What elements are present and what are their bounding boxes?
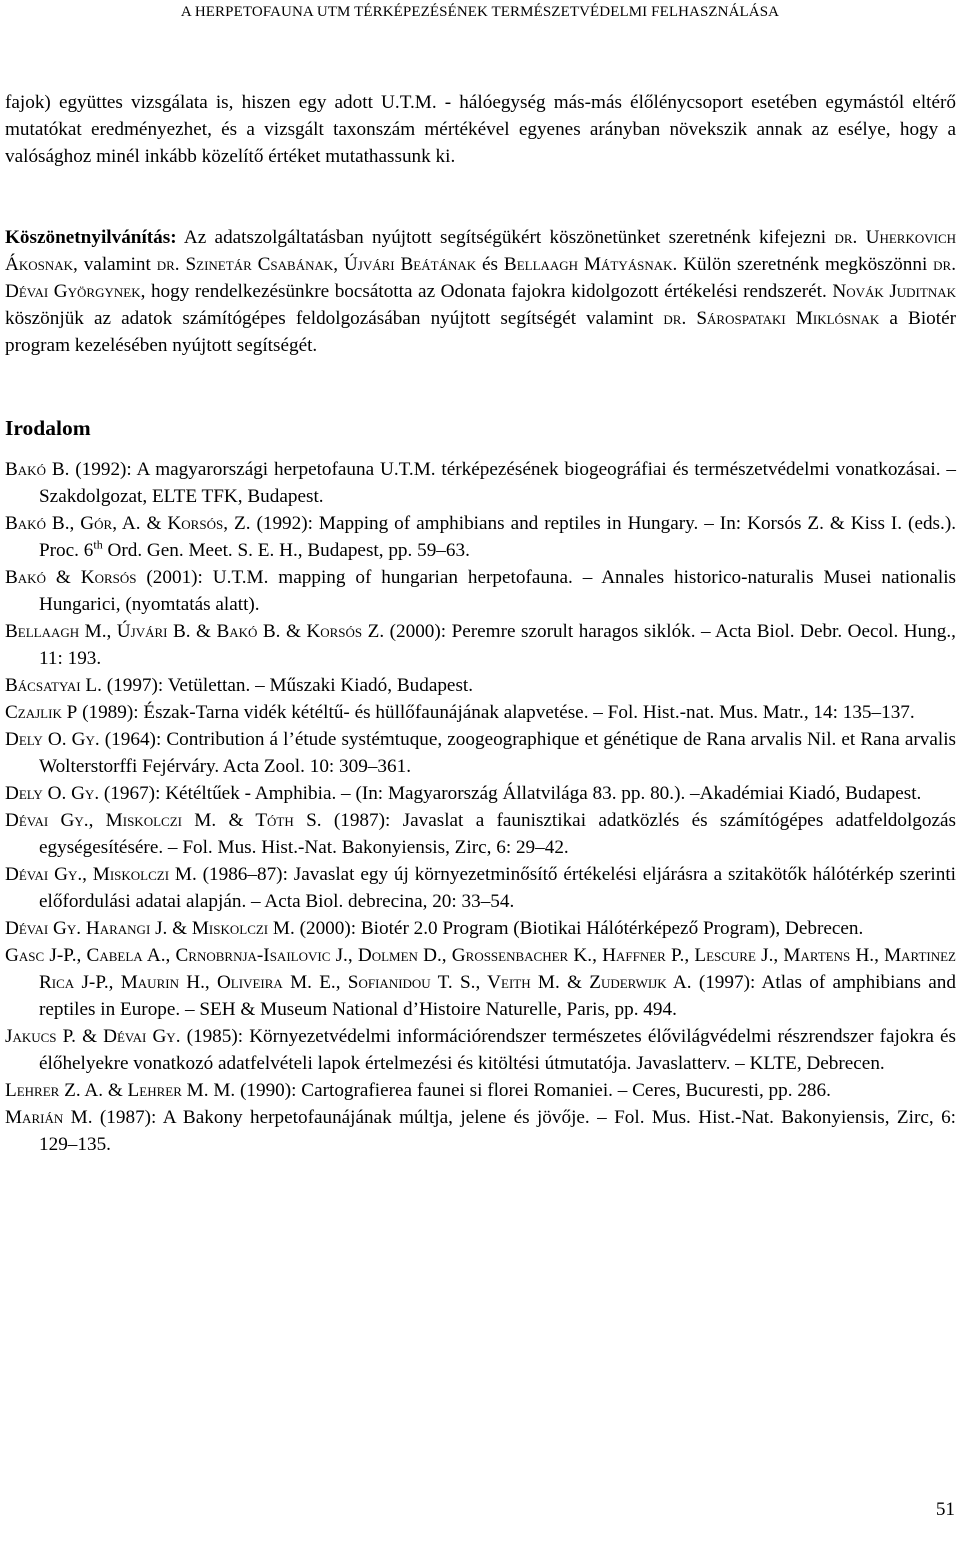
reference-text: (1985): Környezetvédelmi információrendszer természetes élővilágvédelmi részrendszer fajokra és élőhelyekre vonatkozó adatfelvételi lapok értelmezési és kitöltési útmutatója. Javaslatterv. – KLTE, Debrecen. <box>39 1026 956 1074</box>
reference-authors: Dely O. Gy. <box>5 783 100 804</box>
reference-authors: Bakó B., Gór, A. & Korsós, Z. <box>5 513 251 534</box>
reference-text: (1967): Kétéltűek - Amphibia. – (In: Magyarország Állatvilága 83. pp. 80.). –Akadémiai Kiadó, Budapest. <box>99 783 922 804</box>
reference-item <box>5 1104 956 1158</box>
reference-item <box>5 672 956 699</box>
ack-name: dr. Sárospataki Miklósnak <box>663 308 880 329</box>
section-heading: Irodalom <box>5 416 91 440</box>
reference-item <box>5 1023 956 1077</box>
reference-authors: Bakó & Korsós <box>5 567 137 588</box>
running-head: A HERPETOFAUNA UTM TÉRKÉPEZÉSÉNEK TERMÉSZETVÉDELMI FELHASZNÁLÁSA <box>180 4 780 20</box>
reference-text: (1987): A Bakony herpetofaunájának múltja, jelene és jövője. – Fol. Mus. Hist.-Nat. Bakonyiensis, Zirc, 6: 129–135. <box>39 1107 956 1155</box>
reference-authors: Jakucs P. & Dévai Gy. <box>5 1026 181 1047</box>
reference-authors: Bakó B. <box>5 459 70 480</box>
reference-text: (2001): U.T.M. mapping of hungarian herpetofauna. – Annales historico-naturalis Musei nationalis Hungarici, (nyomtatás alatt). <box>39 567 956 615</box>
reference-list <box>5 456 956 1158</box>
page-body <box>5 89 956 1158</box>
reference-text: (1964): Contribution á l’étude systémtuque, zoogeographique et génétique de Rana arvalis Nil. et Rana arvalis Wolterstorffi Fejérváry. Acta Zool. 10: 309–361. <box>39 729 957 777</box>
acknowledgements-paragraph <box>5 224 956 359</box>
reference-superscript: th <box>93 537 103 552</box>
reference-authors: Lehrer Z. A. & Lehrer M. M. <box>5 1080 236 1101</box>
reference-authors: Bácsatyai L. <box>5 675 102 696</box>
ack-name: dr. Dévai Györgynek <box>5 254 957 302</box>
reference-authors: Bellaagh M., Újvári B. & Bakó B. & Korsós Z. <box>5 621 385 642</box>
ack-text: a Biotér program kezelésében nyújtott segítségét. <box>5 308 956 356</box>
reference-item <box>5 564 956 618</box>
reference-text: (1990): Cartografierea faunei si florei Romaniei. – Ceres, Bucuresti, pp. 286. <box>235 1080 831 1101</box>
reference-authors: Dévai Gy., Miskolczi M. & Tóth S. <box>5 810 322 831</box>
reference-text: (2000): Peremre szorult haragos siklók. – Acta Biol. Debr. Oecol. Hung., 11: 193. <box>39 621 956 669</box>
reference-item <box>5 618 956 672</box>
ack-text: , hogy rendelkezésünkre bocsátotta az Odonata fajokra kidolgozott értékelési rendszerét. <box>140 281 833 302</box>
reference-text: (1987): Javaslat a faunisztikai adatközlés és számítógépes adatfeldolgozás egységesítésére. – Fol. Mus. Hist.-Nat. Bakonyiensis, Zirc, 6: 29–42. <box>39 810 956 858</box>
reference-authors: Dévai Gy., Miskolczi M. <box>5 864 197 885</box>
ack-name: dr. Uherkovich Ákosnak <box>5 227 956 275</box>
reference-item <box>5 942 956 1023</box>
ack-text: , valamint <box>73 254 157 275</box>
ack-name: Novák Juditnak <box>832 281 956 302</box>
reference-authors: Dévai Gy. Harangi J. & Miskolczi M. <box>5 918 295 939</box>
reference-text: Ord. Gen. Meet. S. E. H., Budapest, pp. 59–63. <box>102 540 470 561</box>
reference-text: (1992): A magyarországi herpetofauna U.T.M. térképezésének biogeográfiai és természetvédelmi vonatkozásai. – Szakdolgozat, ELTE TFK, Budapest. <box>39 459 957 507</box>
reference-authors: Gasc J-P., Cabela A., Crnobrnja-Isailovic J., Dolmen D., Grossenbacher K., Haffner P., Lescure J., Martens H., Martinez Rica J-P., Maurin H., Oliveira M. E., Sofianidou T. S., Veith M. & Zuderwijk A. <box>5 945 956 993</box>
ack-name: dr. Szinetár Csabának, Újvári Beátának <box>156 254 477 275</box>
reference-item <box>5 510 956 564</box>
reference-item <box>5 456 956 510</box>
reference-text: (2000): Biotér 2.0 Program (Biotikai Hálótérképező Program), Debrecen. <box>294 918 864 939</box>
ack-text: Az adatszolgáltatásban nyújtott segítségükért köszönetünket szeretnénk kifejezni <box>176 227 835 248</box>
reference-authors: Dely O. Gy. <box>5 729 100 750</box>
page-number: 51 <box>935 1499 955 1520</box>
reference-text: (1989): Észak-Tarna vidék kétéltű- és hüllőfaunájának alapvetése. – Fol. Hist.-nat. Mus. Matr., 14: 135–137. <box>77 702 915 723</box>
ack-text: és <box>476 254 504 275</box>
reference-item <box>5 861 956 915</box>
intro-paragraph: fajok) együttes vizsgálata is, hiszen egy adott U.T.M. - hálóegység más-más élőlénycsoport esetében egymástól eltérő mutatókat eredményezhet, és a vizsgált taxonszám mértékével egyenes arányban növekszik annak az esélye, hogy a valósághoz minél inkább közelítő értéket mutathassunk ki. <box>5 92 956 167</box>
ack-text: . Külön szeretnénk megköszönni <box>672 254 934 275</box>
reference-item <box>5 726 956 780</box>
reference-text: (1997): Vetülettan. – Műszaki Kiadó, Budapest. <box>101 675 474 696</box>
reference-item <box>5 915 956 942</box>
reference-item <box>5 780 956 807</box>
reference-item <box>5 699 956 726</box>
reference-text: (1986–87): Javaslat egy új környezetminősítő értékelési eljárásra a szitakötők hálótérkép szerinti előfordulási adatai alapján. – Acta Biol. debrecina, 20: 33–54. <box>39 864 956 912</box>
reference-item <box>5 807 956 861</box>
reference-item <box>5 1077 956 1104</box>
acknowledgements-label: Köszönetnyilvánítás: <box>5 227 177 248</box>
ack-text: köszönjük az adatok számítógépes feldolgozásában nyújtott segítségét valamint <box>5 308 664 329</box>
reference-authors: Czajlik P <box>5 702 78 723</box>
ack-name: Bellaagh Mátyásnak <box>503 254 673 275</box>
reference-authors: Marián M. <box>5 1107 93 1128</box>
reference-text: (1992): Mapping of amphibians and reptiles in Hungary. – In: Korsós Z. & Kiss I. (eds.). Proc. 6 <box>39 513 957 561</box>
reference-text: (1997): Atlas of amphibians and reptiles in Europe. – SEH & Museum National d’Histoire Naturelle, Paris, pp. 494. <box>39 972 956 1020</box>
